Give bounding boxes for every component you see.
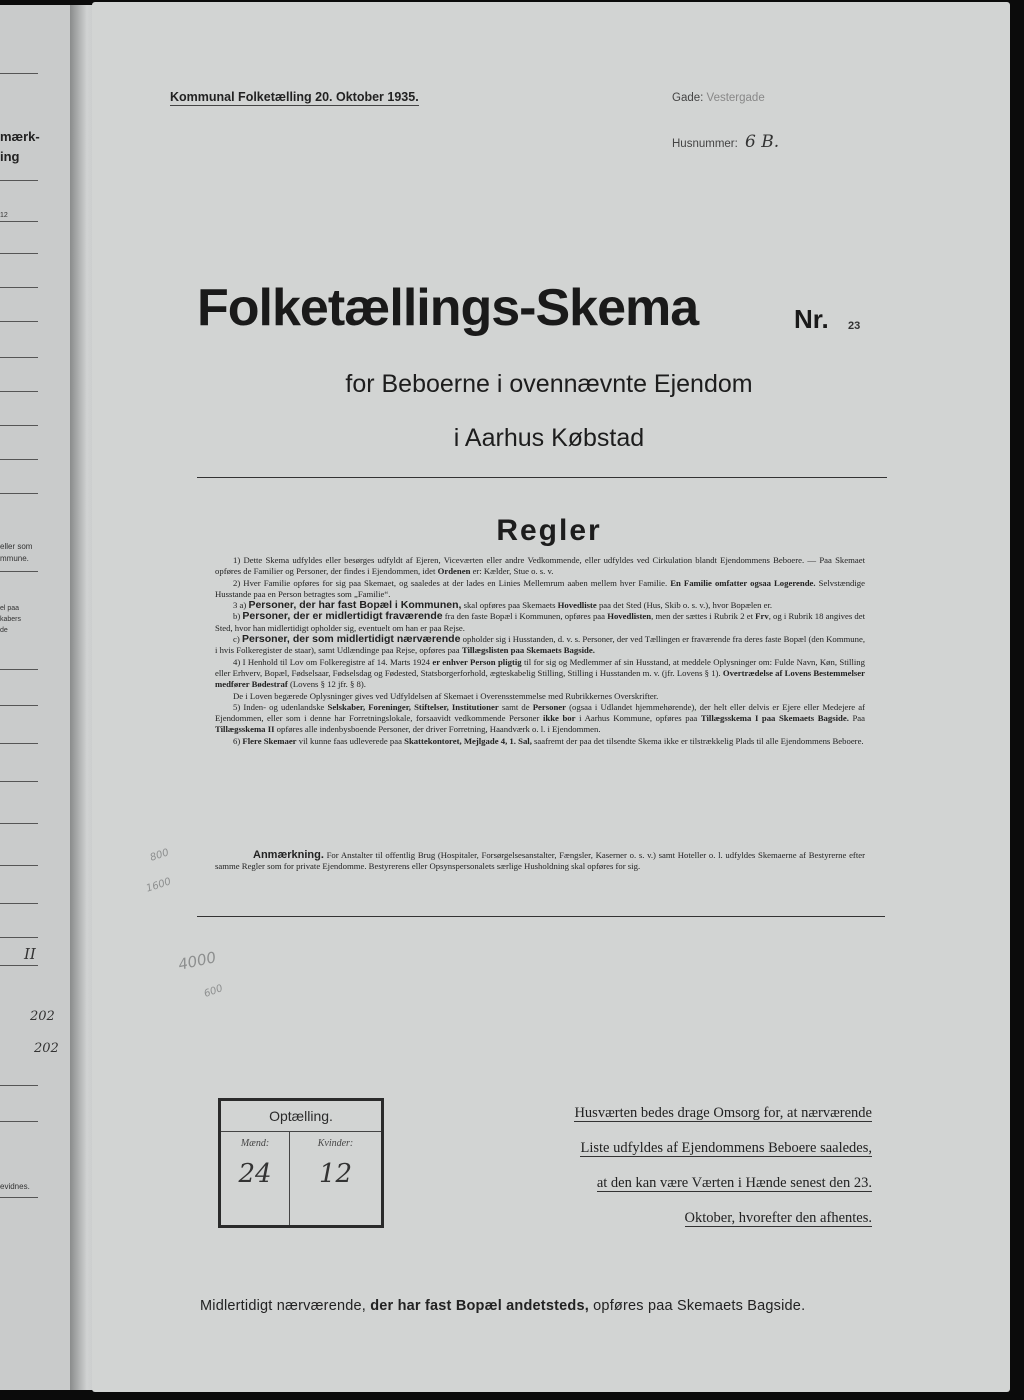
rule-paragraph: De i Loven begærede Oplysninger gives ved Udfyldelsen af Skemaet i Overensstemmelse med Rubrikkernes Overskrifter. <box>233 690 659 701</box>
house-number-label: Husnummer: <box>672 138 738 150</box>
rules-body <box>215 555 865 747</box>
count-men-column <box>221 1131 290 1225</box>
rule-paragraph: 6) Flere Skemaer vil kunne faas udleverede paa Skattekontoret, Mejlgade 4, 1. Sal, saafremt der paa det tilsendte Skema ikke er tilstrækkelig Plads til alle Ejendommens Beboere. <box>233 735 864 746</box>
divider <box>197 477 887 478</box>
fragment-text: evidnes. <box>0 1182 30 1191</box>
rule-paragraph: 1) Dette Skema udfyldes eller besørges udfyldt af Ejeren, Viceværten eller andre Vedkommende, eller udfyldes ved Cirkulation blandt Ejendommens Beboere. — Paa Skemaet opføres de Familier og Personer, der findes i Ejendommen, idet Ordenen er: Kælder, Stue o. s. v. <box>215 555 865 577</box>
women-count: 12 <box>318 1159 353 1189</box>
fragment-text: de <box>0 627 8 634</box>
census-heading: Kommunal Folketælling 20. Oktober 1935. <box>170 90 419 104</box>
form-subtitle: for Beboerne i ovennævnte Ejendom <box>345 370 753 398</box>
house-number-value: 6 B. <box>745 132 780 152</box>
women-label: Kvinder: <box>317 1138 354 1149</box>
rule-paragraph: c) Personer, der som midlertidigt nærværende opholder sig i Husstanden, d. v. s. Personer, der ved Tællingen er fraværende fra deres faste Bopæl (den Kommune, i hvis Folkeregister de staar), samt Udlændinge paa Rejse, opføres paa Tillægslisten paa Skemaets Bagside. <box>215 633 865 656</box>
remark-paragraph <box>215 850 865 873</box>
count-box <box>218 1098 384 1228</box>
divider <box>197 916 885 917</box>
form-title: Folketællings-Skema <box>197 279 699 337</box>
pencil-mark: 800 <box>148 847 171 864</box>
count-women-column <box>290 1131 381 1225</box>
pencil-mark: 1600 <box>144 876 173 895</box>
form-number-value: 23 <box>848 320 861 332</box>
notice-line: Husværten bedes drage Omsorg for, at nærværende <box>574 1105 872 1121</box>
fragment-text: ing <box>0 149 20 164</box>
street-label: Gade: <box>672 92 704 104</box>
handwritten-note: 202 <box>34 1041 59 1056</box>
count-title: Optælling. <box>221 1101 381 1132</box>
footer-instruction: Midlertidigt nærværende, der har fast Bopæl andetsteds, opføres paa Skemaets Bagside. <box>200 1298 806 1314</box>
rule-paragraph: 4) I Henhold til Lov om Folkeregistre af 14. Marts 1924 er enhver Person pligtig til for sig og Medlemmer af sin Husstand, at meddele Oplysninger om: Fulde Navn, Køn, Stilling eller Erhverv, Bopæl, Fødselsaar, Fødselsdag og Fødested, Statsborgerforhold, ægteskabelig Stilling, Stilling i Husstanden m. v. (jfr. Lovens § 1). Overtrædelse af Lovens Bestemmelser medfører Bødestraf (Lovens § 12 jfr. § 8). <box>215 656 865 690</box>
rule-paragraph: b) Personer, der er midlertidigt fraværende fra den faste Bopæl i Kommunen, opføres paa Hovedlisten, men der sættes i Rubrik 2 et Frv, og i Rubrik 18 angives det Sted, hvor han midlertidigt opholder sig, eventuelt om han er paa Rejse. <box>215 610 865 633</box>
handwritten-note: 202 <box>30 1009 55 1024</box>
remark-text: For Anstalter til offentlig Brug (Hospitaler, Forsørgelsesanstalter, Fængsler, Kaserner o. s. v.) samt Hoteller o. l. udfyldes Skemaerne af Bestyrerne efter samme Regler som for private Ejendomme. Bestyrerens eller Opsynspersonalets særlige Husholdning skal opføres for sig. <box>215 850 865 872</box>
rule-paragraph: 2) Hver Familie opføres for sig paa Skemaet, og saaledes at der lades en Linies Mellemrum aaben mellem hver Familie. En Familie omfatter ogsaa Logerende. Selvstændige Husstande paa en Person betragtes som „Familie“. <box>215 577 865 599</box>
rule-paragraph: 5) Inden- og udenlandske Selskaber, Foreninger, Stiftelser, Institutioner samt de Personer (ogsaa i Udlandet hjemmehørende), der helt eller delvis er Ejere eller Medejere af Ejendommen, eller som i denne har Forretningslokale, forsaavidt vedkommende Personer ikke bor i Aarhus Kommune, opføres paa Tillægsskema I paa Skemaets Bagside. Paa Tillægsskema II opføres alle indenbysboende Personer, der driver Forretning, Haandværk o. l. i Ejendommen. <box>215 701 865 735</box>
notice-line: Liste udfyldes af Ejendommens Beboere saaledes, <box>580 1140 872 1156</box>
fragment-text: eller som <box>0 542 33 551</box>
previous-page-edge <box>0 5 70 1390</box>
form-subtitle-city: i Aarhus Købstad <box>453 424 645 452</box>
fragment-text: el paa <box>0 605 20 612</box>
notice-line: Oktober, hvorefter den afhentes. <box>684 1210 872 1226</box>
rules-heading: Regler <box>496 514 602 547</box>
rule-paragraph: 3 a) Personer, der har fast Bopæl i Kommunen, skal opføres paa Skemaets Hovedliste paa det Sted (Hus, Skib o. s. v.), hvor Bopælen er. <box>233 599 773 612</box>
landlord-notice <box>522 1102 872 1242</box>
house-number-field <box>672 132 779 152</box>
fragment-text: mmune. <box>0 554 29 563</box>
street-field <box>672 92 765 104</box>
pencil-mark: 600 <box>202 983 225 1000</box>
men-count: 24 <box>238 1159 272 1189</box>
remark-heading: Anmærkning. <box>253 849 324 861</box>
fragment-text: kabers <box>0 616 22 623</box>
notice-line: at den kan være Værten i Hænde senest den 23. <box>596 1175 872 1191</box>
form-number-label: Nr. <box>794 304 829 334</box>
fragment-text: mærk- <box>0 129 40 144</box>
handwritten-note: II <box>24 945 36 963</box>
fragment-text: 12 <box>0 212 8 219</box>
pencil-mark: 4000 <box>176 948 218 974</box>
census-form-page <box>92 2 1010 1392</box>
street-value: Vestergade <box>706 92 765 104</box>
men-label: Mænd: <box>240 1138 270 1149</box>
